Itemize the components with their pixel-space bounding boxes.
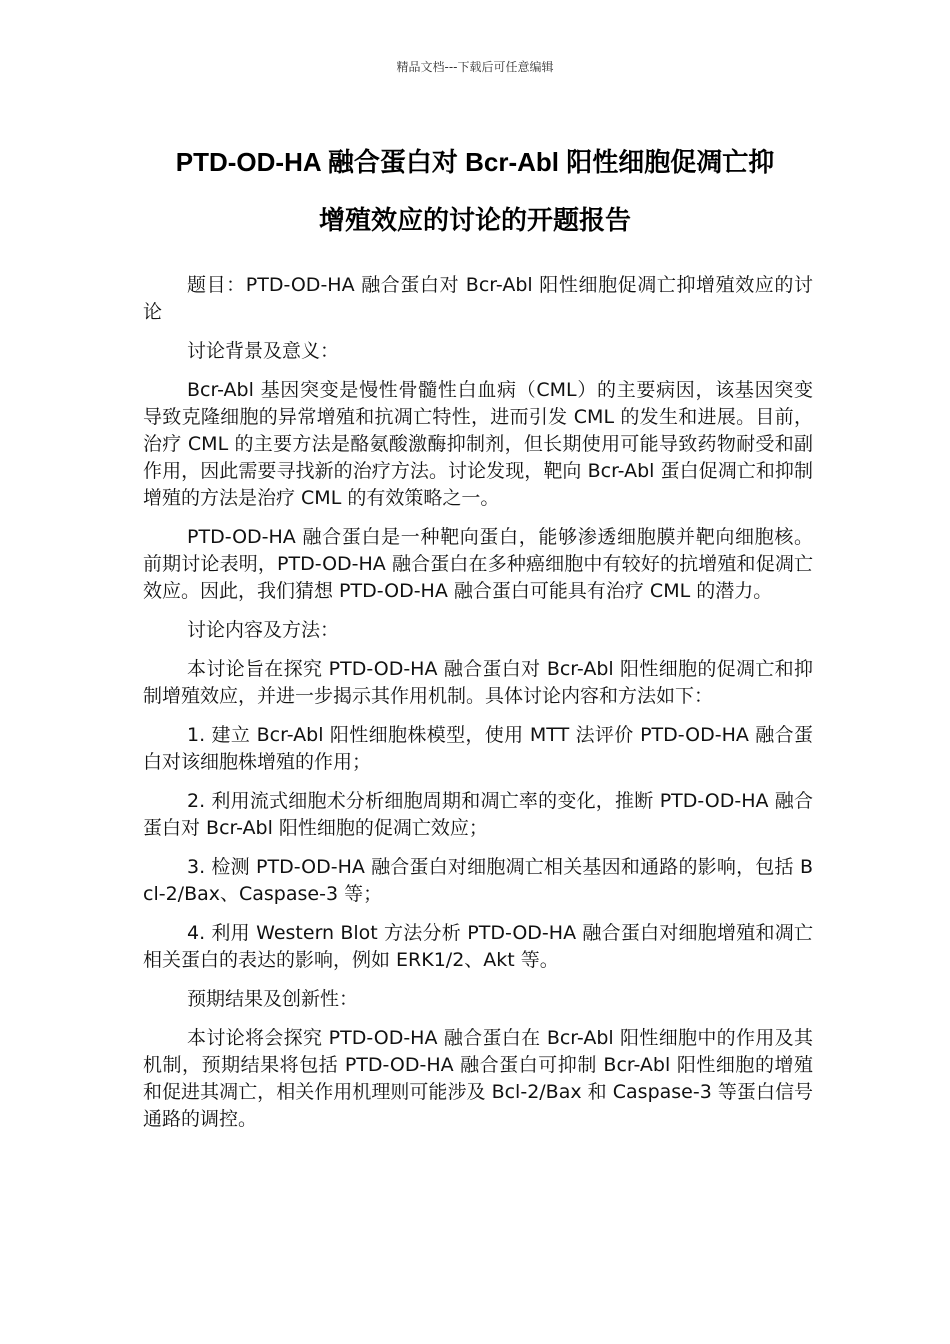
- paragraph-methods-intro: 本讨论旨在探究 PTD-OD-HA 融合蛋白对 Bcr-Abl 阳性细胞的促凋亡和抑制增殖效应，并进一步揭示其作用机制。具体讨论内容和方法如下：: [143, 658, 813, 707]
- heading-methods: 讨论内容及方法：: [187, 619, 340, 641]
- document-title-line-1: PTD-OD-HA 融合蛋白对 Bcr-Abl 阳性细胞促凋亡抑: [175, 147, 775, 177]
- document-body: [143, 272, 813, 1145]
- page-header-watermark: 精品文档---下载后可任意编辑: [396, 60, 554, 74]
- document-title-line-2: 增殖效应的讨论的开题报告: [318, 205, 631, 235]
- paragraph-background: Bcr-Abl 基因突变是慢性骨髓性白血病（CML）的主要病因，该基因突变导致克隆细胞的异常增殖和抗凋亡特性，进而引发 CML 的发生和进展。目前，治疗 CML 的主要方法是酪氨酸激酶抑制剂，但长期使用可能导致药物耐受和副作用，因此需要寻找新的治疗方法。讨论发现，靶向 Bcr-Abl 蛋白促凋亡和抑制增殖的方法是治疗 CML 的有效策略之一。: [143, 379, 813, 509]
- list-item-method-2: 2. 利用流式细胞术分析细胞周期和凋亡率的变化，推断 PTD-OD-HA 融合蛋白对 Bcr-Abl 阳性细胞的促凋亡效应；: [143, 790, 813, 839]
- list-item-method-1: 1. 建立 Bcr-Abl 阳性细胞株模型，使用 MTT 法评价 PTD-OD-HA 融合蛋白对该细胞株增殖的作用；: [143, 724, 813, 773]
- paragraph-expected-results: 本讨论将会探究 PTD-OD-HA 融合蛋白在 Bcr-Abl 阳性细胞中的作用及其机制，预期结果将包括 PTD-OD-HA 融合蛋白可抑制 Bcr-Abl 阳性细胞的增殖和促进其凋亡，相关作用机理则可能涉及 Bcl-2/Bax 和 Caspase-3 等蛋白信号通路的调控。: [143, 1027, 813, 1130]
- paragraph-topic: 题目：PTD-OD-HA 融合蛋白对 Bcr-Abl 阳性细胞促凋亡抑增殖效应的讨论: [143, 274, 813, 323]
- list-item-method-3: 3. 检测 PTD-OD-HA 融合蛋白对细胞凋亡相关基因和通路的影响，包括 Bcl-2/Bax、Caspase-3 等；: [143, 856, 813, 905]
- paragraph-ptd-protein: PTD-OD-HA 融合蛋白是一种靶向蛋白，能够渗透细胞膜并靶向细胞核。前期讨论表明，PTD-OD-HA 融合蛋白在多种癌细胞中有较好的抗增殖和促凋亡效应。因此，我们猜想 PTD-OD-HA 融合蛋白可能具有治疗 CML 的潜力。: [143, 526, 813, 602]
- document-title: [140, 133, 810, 249]
- heading-background: 讨论背景及意义：: [187, 340, 340, 362]
- list-item-method-4: 4. 利用 Western Blot 方法分析 PTD-OD-HA 融合蛋白对细胞增殖和凋亡相关蛋白的表达的影响，例如 ERK1/2、Akt 等。: [143, 922, 813, 971]
- heading-expected-results: 预期结果及创新性：: [187, 988, 359, 1010]
